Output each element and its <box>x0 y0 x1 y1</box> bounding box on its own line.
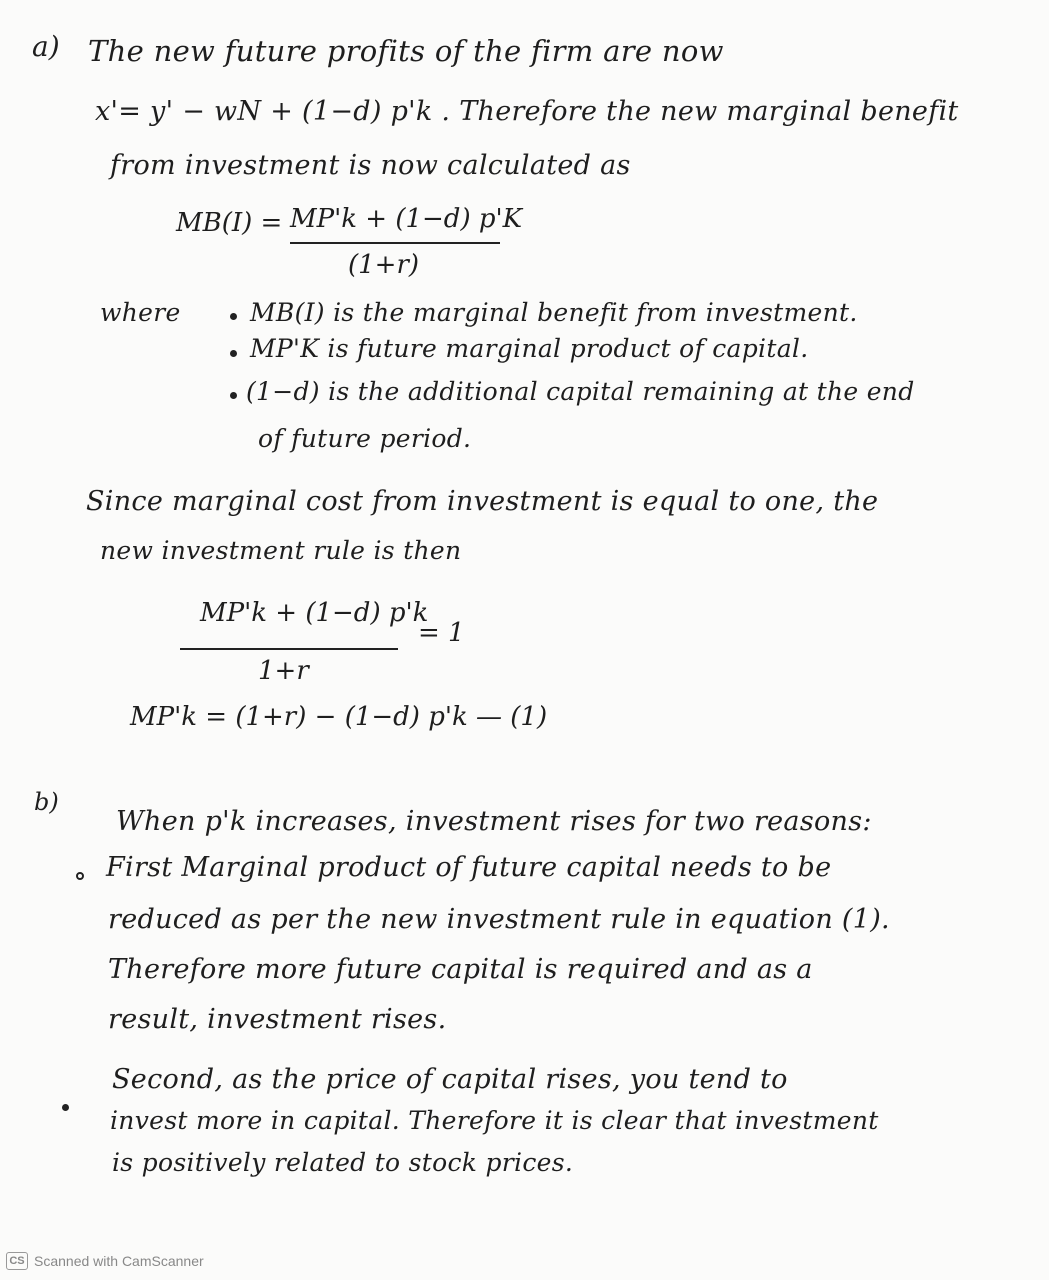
first-reason-line-3: Therefore more future capital is required and as a <box>108 954 813 985</box>
camscanner-text: Scanned with CamScanner <box>34 1253 204 1269</box>
part-a-intro-line-3: from investment is now calculated as <box>110 150 631 181</box>
mb-formula-numerator: MP'k + (1−d) p'K <box>290 204 523 234</box>
second-reason-line-3: is positively related to stock prices. <box>112 1148 574 1177</box>
part-a-intro-line-2: x'= y' − wN + (1−d) p'k . Therefore the new marginal benefit <box>95 96 959 127</box>
mb-formula-denominator: (1+r) <box>348 250 420 280</box>
second-reason-line-2: invest more in capital. Therefore it is clear that investment <box>110 1106 879 1135</box>
rule-formula-numerator: MP'k + (1−d) p'k <box>200 598 429 628</box>
part-b-label: b) <box>34 788 59 816</box>
first-reason-line-4: result, investment rises. <box>108 1004 447 1035</box>
where-label: where <box>100 298 181 327</box>
definition-depreciation: (1−d) is the additional capital remaining at the end <box>246 377 915 406</box>
rule-formula-denominator: 1+r <box>258 656 309 686</box>
first-reason-line-1: First Marginal product of future capital needs to be <box>106 852 832 883</box>
equation-1: MP'k = (1+r) − (1−d) p'k — (1) <box>130 702 548 732</box>
rule-formula-rhs: = 1 <box>418 618 465 648</box>
second-reason-bullet <box>62 1104 69 1111</box>
mb-formula-lhs: MB(I) = <box>176 208 283 238</box>
definition-bullet <box>230 392 237 399</box>
part-a-label: a) <box>32 30 60 63</box>
part-b-intro: When p'k increases, investment rises for two reasons: <box>116 806 872 837</box>
part-a-intro-line-1: The new future profits of the firm are now <box>88 34 724 68</box>
definition-mpk: MP'K is future marginal product of capital. <box>250 334 809 363</box>
definition-depreciation-cont: of future period. <box>258 424 472 453</box>
rule-fraction-bar <box>180 648 398 650</box>
definition-bullet <box>230 350 237 357</box>
rule-line-2: new investment rule is then <box>100 536 462 565</box>
definition-bullet <box>230 313 237 320</box>
second-reason-line-1: Second, as the price of capital rises, you tend to <box>112 1064 788 1095</box>
rule-line-1: Since marginal cost from investment is equal to one, the <box>86 486 879 517</box>
mb-fraction-bar <box>290 242 500 244</box>
first-reason-line-2: reduced as per the new investment rule in equation (1). <box>108 904 890 935</box>
camscanner-logo: CS <box>6 1252 28 1270</box>
first-reason-bullet <box>76 872 84 880</box>
definition-mb: MB(I) is the marginal benefit from investment. <box>250 298 858 327</box>
camscanner-watermark <box>6 1250 204 1272</box>
